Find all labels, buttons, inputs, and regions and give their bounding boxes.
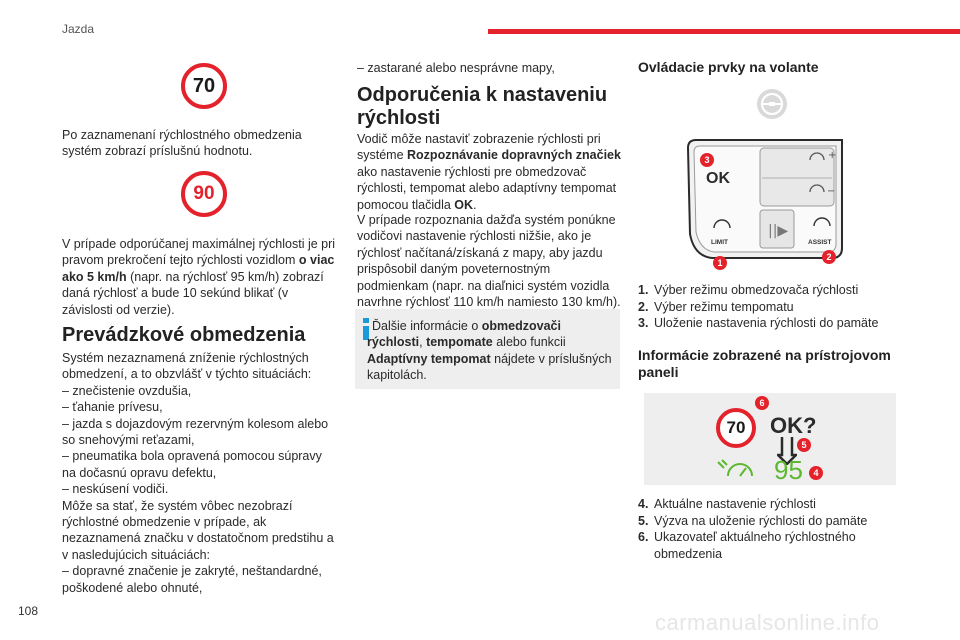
text-line: na dočasnú opravu defektu, bbox=[62, 465, 217, 480]
text-line: Môže sa stať, že systém vôbec nezobrazí bbox=[62, 498, 293, 513]
text-line: nezaznamená značku v dostatočnom predstihu a bbox=[62, 531, 334, 546]
text-line: – pneumatika bola opravená pomocou súpravy bbox=[62, 449, 322, 464]
text-line: poškodené alebo ohnuté, bbox=[62, 580, 203, 595]
heading-speed-setting-recommendations: Odporučenia k nastaveniu rýchlosti bbox=[357, 84, 608, 129]
header-accent-bar bbox=[488, 29, 960, 34]
paragraph-speed-setting: Vodič môže nastaviť zobrazenie rýchlosti pri systéme Rozpoznávanie dopravných značiek ako nastavenie rýchlosti pre obmedzovač rýchlosti, tempomat alebo adaptívny tempomat pomocou tlačidla OK. bbox=[357, 132, 621, 212]
speed-limit-sign-icon: 70 bbox=[181, 63, 227, 109]
cluster-speed-sign-icon: 70 bbox=[716, 408, 756, 448]
text-line: so snehovými reťazami, bbox=[62, 433, 195, 448]
heading-operating-limits: Prevádzkové obmedzenia bbox=[62, 324, 306, 346]
cluster-set-speed: 95 bbox=[774, 455, 803, 485]
list-item: 3. Uloženie nastavenia rýchlosti do pamäte bbox=[638, 316, 879, 330]
instrument-cluster-display bbox=[644, 393, 896, 485]
text-line: – znečistenie ovzdušia, bbox=[62, 383, 192, 398]
list-item: 5. Výzva na uloženie rýchlosti do pamäte bbox=[638, 513, 868, 528]
info-box bbox=[355, 309, 620, 389]
cluster-info-list bbox=[638, 496, 908, 562]
list-item: 2. Výber režimu tempomatu bbox=[638, 299, 794, 314]
callout-3: 3 bbox=[700, 153, 714, 167]
watermark: carmanualsonline.info bbox=[655, 610, 880, 635]
heading-instrument-panel-info: Informácie zobrazené na prístrojovom paneli bbox=[638, 347, 891, 380]
text-line: – neskúsení vodiči. bbox=[62, 482, 169, 497]
list-item: 6. Ukazovateľ aktuálneho rýchlostného obmedzenia bbox=[638, 530, 856, 561]
limit-button-label: LIMIT bbox=[711, 239, 728, 246]
callout-1: 1 bbox=[713, 256, 727, 270]
list-item: 4. Aktuálne nastavenie rýchlosti bbox=[638, 497, 816, 511]
controls-list bbox=[638, 282, 918, 332]
list-item: 1. Výber režimu obmedzovača rýchlosti bbox=[638, 283, 859, 297]
paragraph-rain-detection: V prípade rozpoznania dažďa systém ponúkne vodičovi nastavenie rýchlosti nižšie, ako je rýchlosť načítaná/získaná z mapy, aby jazdu prispôsobil daným poveternostným podmienkam (napr. na diaľnici systém vozidla navrhne rýchlosť 110 km/h namiesto 130 km/h). bbox=[357, 213, 621, 310]
svg-text:+: + bbox=[828, 150, 837, 161]
text-line: v nasledujúcich situáciách: bbox=[62, 547, 210, 562]
page-number: 108 bbox=[18, 604, 39, 618]
ok-button-label: OK bbox=[706, 170, 730, 187]
svg-text:−: − bbox=[827, 186, 836, 197]
paragraph-detection: Po zaznamenaní rýchlostného obmedzenia systém zobrazí príslušnú hodnotu. bbox=[62, 128, 302, 159]
text-line: Systém nezaznamená zníženie rýchlostných bbox=[62, 351, 309, 365]
text-line: – jazda s dojazdovým rezervným kolesom alebo bbox=[62, 416, 329, 431]
paragraph-recommended-speed: V prípade odporúčanej maximálnej rýchlosti je pri pravom prekročení tejto rýchlosti vozidlom o viac ako 5 km/h (napr. na rýchlosť 95 km/h) zobrazí daná rýchlosť a bude 10 sekúnd blikať (v závislosti od verzie). bbox=[62, 237, 336, 317]
section-tag: Jazda bbox=[62, 22, 95, 36]
heading-steering-controls: Ovládacie prvky na volante bbox=[638, 59, 819, 75]
callout-6: 6 bbox=[755, 396, 769, 410]
text-line: rýchlostné obmedzenie v prípade, ak bbox=[62, 515, 267, 530]
callout-2: 2 bbox=[822, 250, 836, 264]
recommended-speed-sign-icon: 90 bbox=[181, 171, 227, 217]
info-text: Ďalšie informácie o obmedzovači rýchlosti, tempomate alebo funkcii Adaptívny tempomat nájdete v príslušných kapitolách. bbox=[367, 319, 612, 383]
text-line: obmedzení, a to obzvlášť v týchto situáciách: bbox=[62, 367, 312, 382]
bullet-outdated-maps: – zastarané alebo nesprávne mapy, bbox=[357, 61, 555, 75]
tempomat-icon bbox=[716, 456, 756, 478]
cluster-ok-prompt: OK? bbox=[770, 413, 817, 438]
callout-4: 4 bbox=[809, 466, 823, 480]
assist-button-label: ASSIST bbox=[808, 239, 832, 246]
svg-text:||▶: ||▶ bbox=[768, 223, 789, 239]
text-line: – dopravné značenie je zakryté, neštandardné, bbox=[62, 564, 322, 579]
paragraph-limitations bbox=[62, 350, 347, 596]
callout-5: 5 bbox=[797, 438, 811, 452]
text-line: – ťahanie prívesu, bbox=[62, 400, 163, 415]
steering-wheel-icon bbox=[756, 88, 788, 120]
